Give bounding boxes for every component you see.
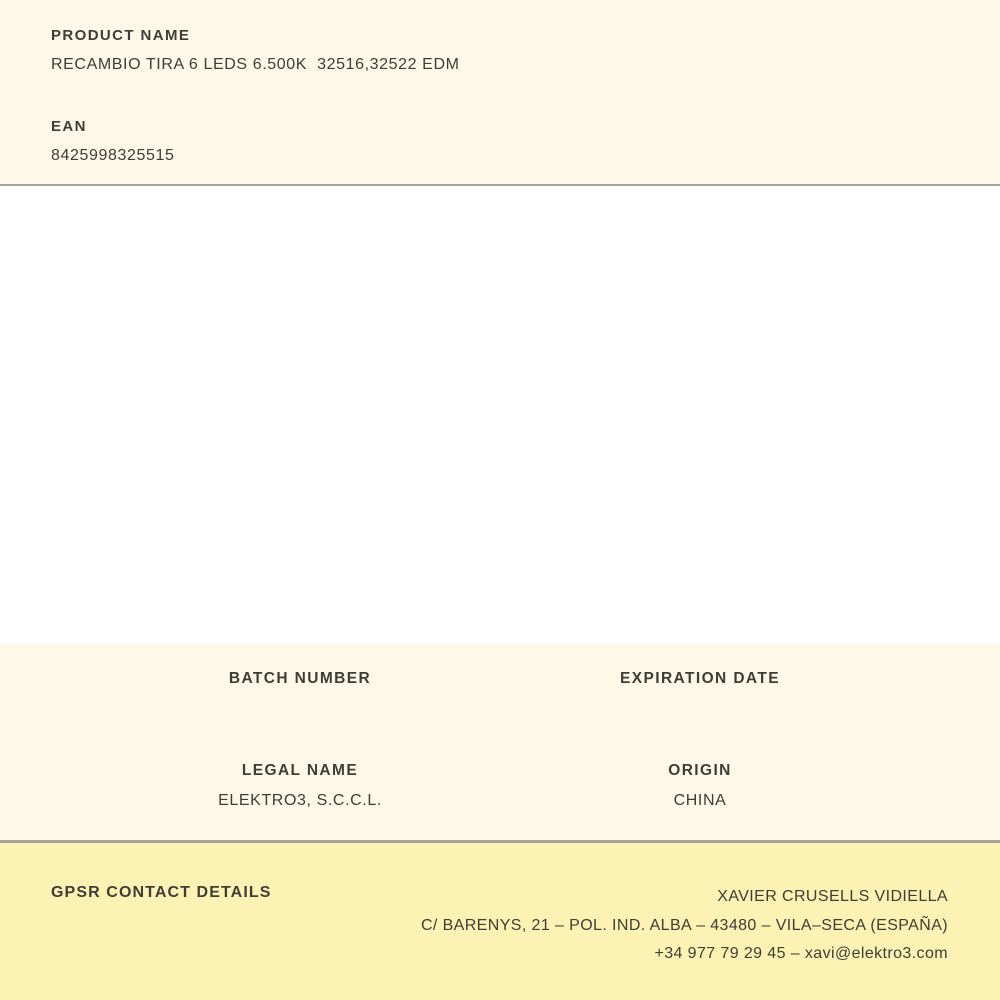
product-header-section [0,0,1000,186]
contact-address: C/ BARENYS, 21 – POL. IND. ALBA – 43480 – VILA–SECA (ESPAÑA) [420,916,948,934]
ean-value: 8425998325515 [51,147,175,164]
ean-label: EAN [51,118,87,135]
ean-field [51,118,949,165]
contact-name: XAVIER CRUSELLS VIDIELLA [717,888,948,905]
origin-label: ORIGIN [668,762,732,779]
product-name-label: PRODUCT NAME [51,27,191,44]
contact-phone-email: +34 977 79 29 45 – xavi@elektro3.com [654,945,948,962]
legal-name-label: LEGAL NAME [241,762,359,779]
expiration-date-field [500,670,900,762]
product-image-area [0,186,1000,644]
legal-name-field [100,762,500,810]
gpsr-contact-section [0,843,1000,1000]
gpsr-contact-label: GPSR CONTACT DETAILS [51,884,272,901]
batch-number-label: BATCH NUMBER [228,670,372,687]
product-name-field [51,27,949,74]
origin-field [500,762,900,810]
origin-value: CHINA [673,792,727,809]
traceability-section [0,644,1000,843]
batch-number-field [100,670,500,762]
expiration-date-label: EXPIRATION DATE [620,670,780,687]
fields-grid [100,670,900,810]
product-name-value: RECAMBIO TIRA 6 LEDS 6.500K 32516,32522 EDM [51,56,460,73]
legal-name-value: ELEKTRO3, S.C.C.L. [218,792,382,809]
gpsr-contact-info [421,883,948,969]
